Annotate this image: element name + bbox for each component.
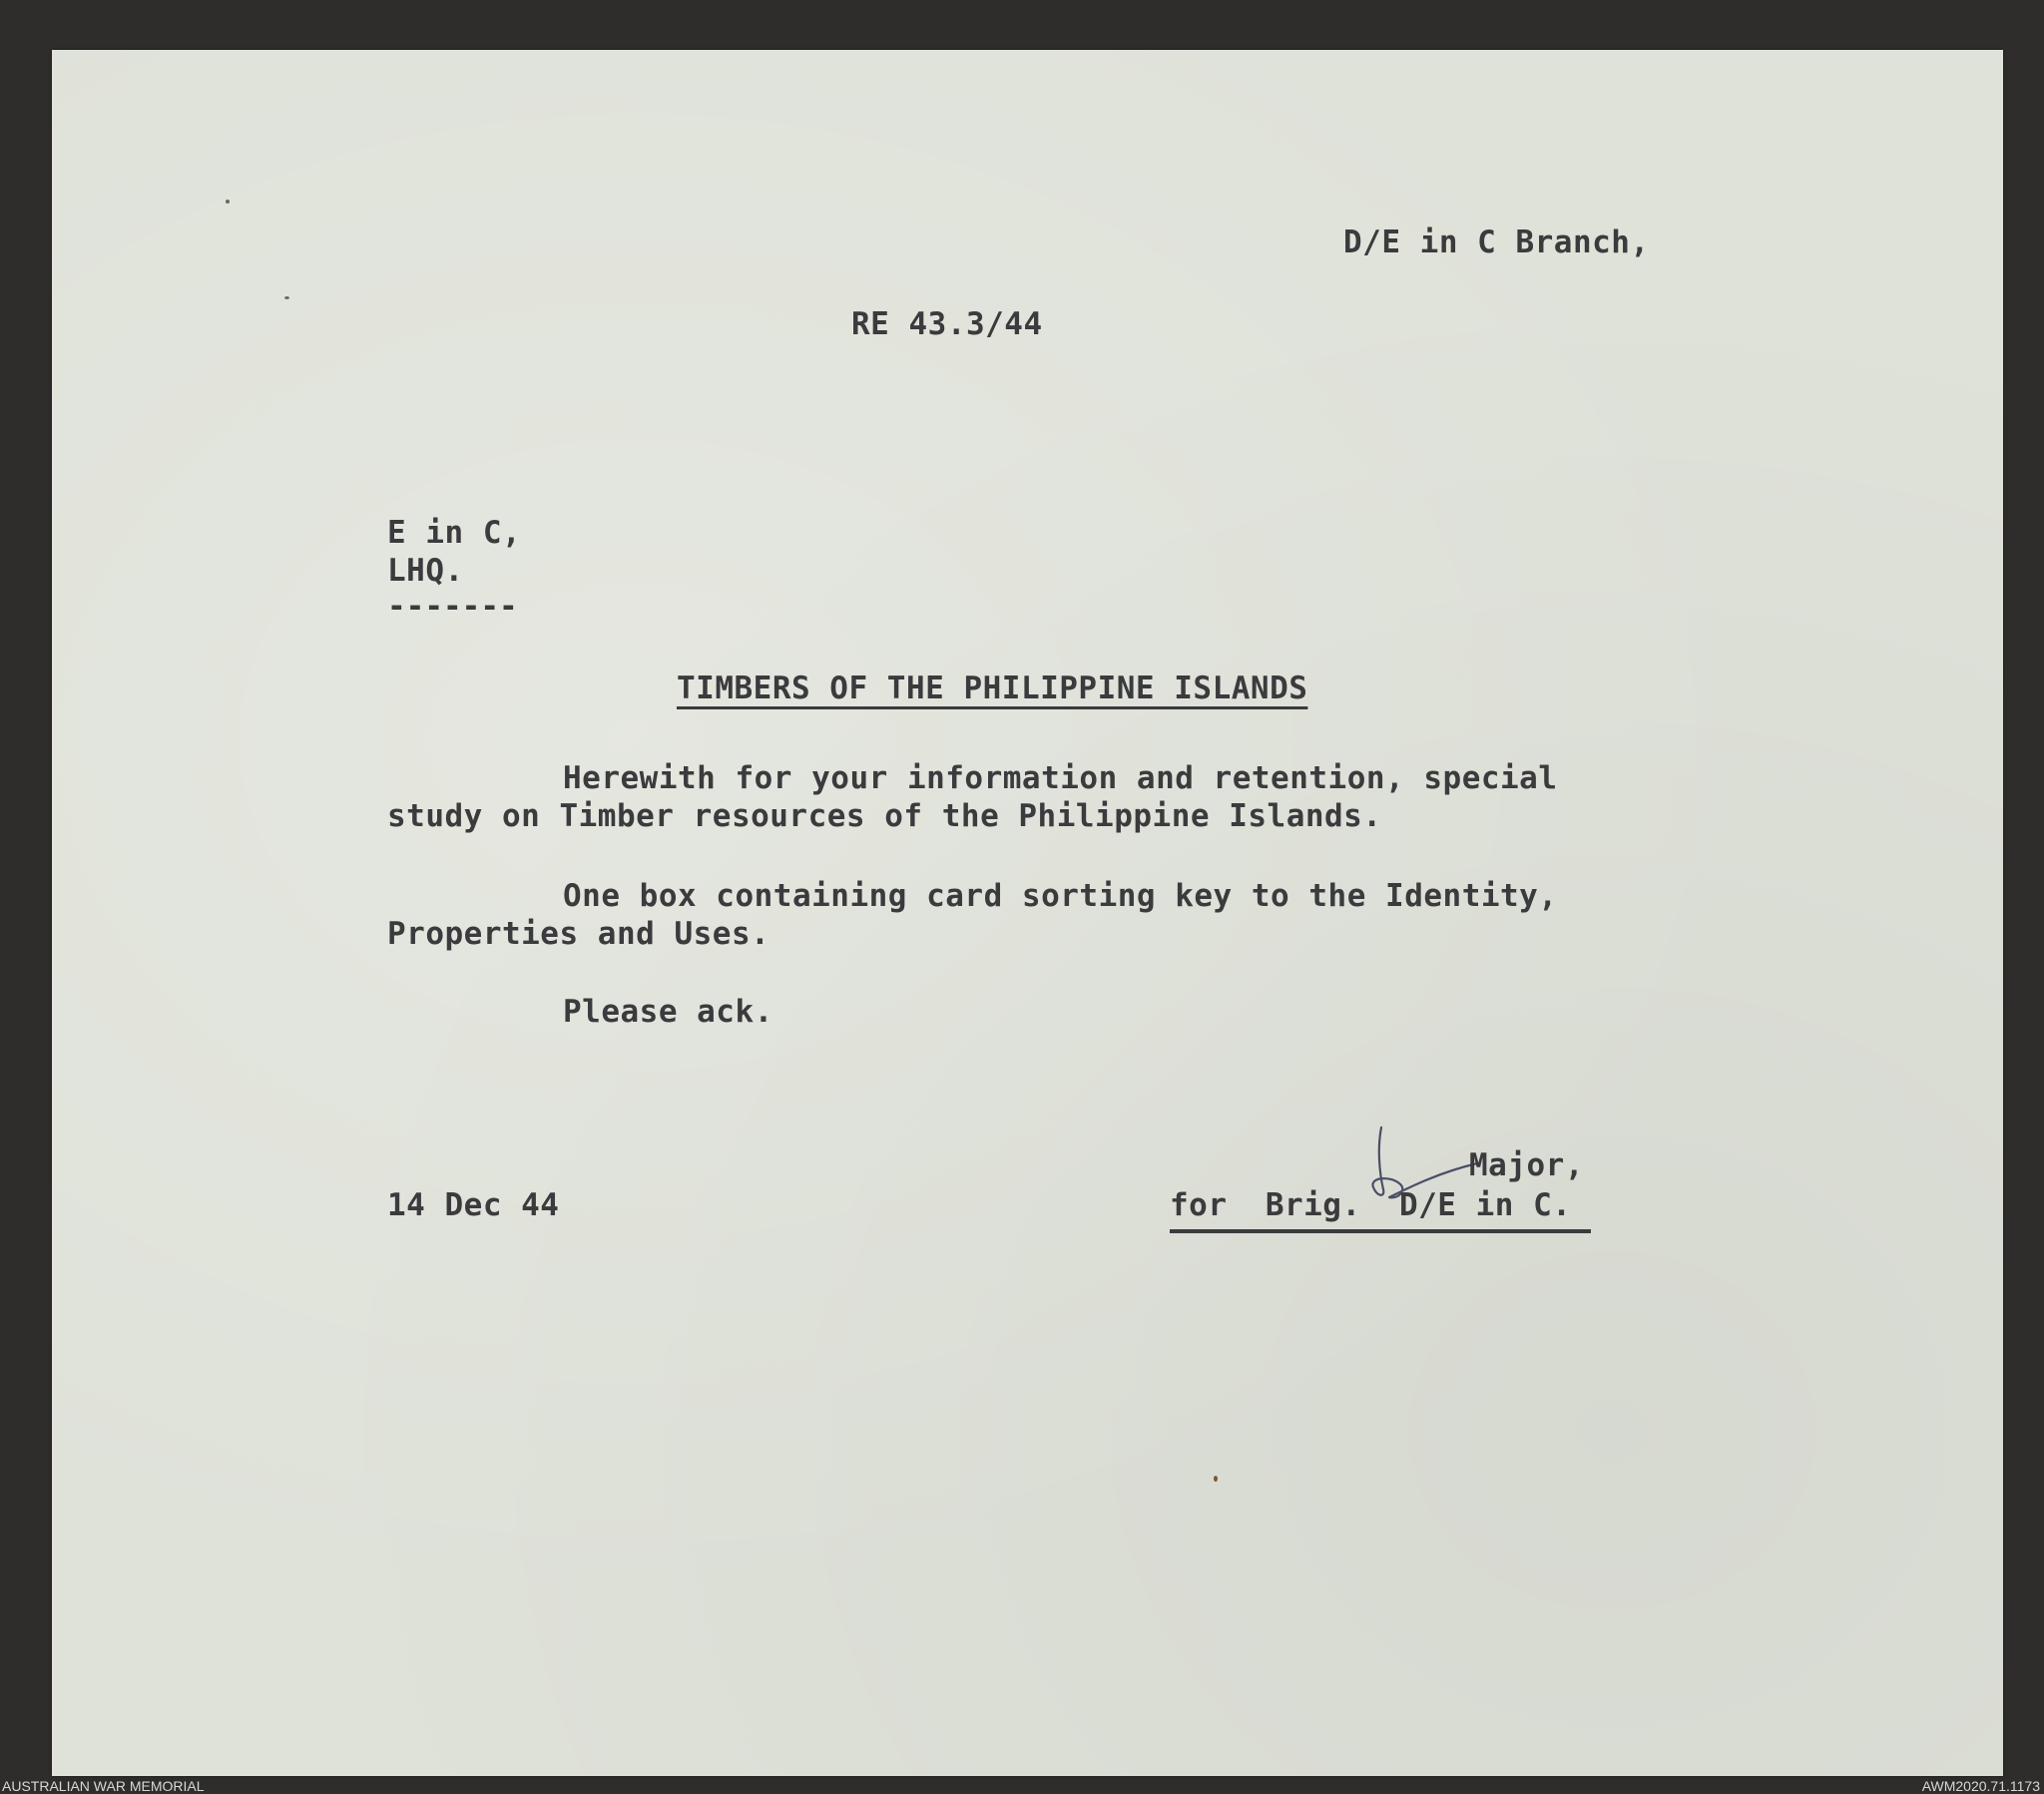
recipient-line-2: LHQ. bbox=[387, 553, 464, 589]
sender-branch: D/E in C Branch, bbox=[1343, 224, 1650, 260]
footer-archive-name: AUSTRALIAN WAR MEMORIAL bbox=[2, 1778, 205, 1794]
paragraph-1-line-2: study on Timber resources of the Philippine Islands. bbox=[387, 798, 1382, 834]
reference-number: RE 43.3/44 bbox=[851, 306, 1043, 342]
letter-page bbox=[52, 50, 2003, 1776]
paper-mark bbox=[1214, 1476, 1218, 1482]
letter-date: 14 Dec 44 bbox=[387, 1187, 560, 1223]
subject-heading: TIMBERS OF THE PHILIPPINE ISLANDS bbox=[677, 671, 1308, 706]
paragraph-3: Please ack. bbox=[563, 994, 773, 1030]
recipient-line-1: E in C, bbox=[387, 515, 522, 551]
paper-mark bbox=[284, 296, 289, 299]
recipient-separator: ------- bbox=[387, 589, 518, 625]
signatory-rank: Major, bbox=[1469, 1147, 1584, 1183]
signature-underline bbox=[1170, 1229, 1591, 1233]
signatory-line: for Brig. D/E in C. bbox=[1170, 1187, 1572, 1223]
paragraph-2-line-2: Properties and Uses. bbox=[387, 916, 770, 952]
paragraph-1-line-1: Herewith for your information and retention, special bbox=[563, 760, 1558, 796]
footer-accession-number: AWM2020.71.1173 bbox=[1921, 1778, 2040, 1794]
paragraph-2-line-1: One box containing card sorting key to the Identity, bbox=[563, 878, 1558, 914]
paper-mark bbox=[226, 200, 230, 204]
